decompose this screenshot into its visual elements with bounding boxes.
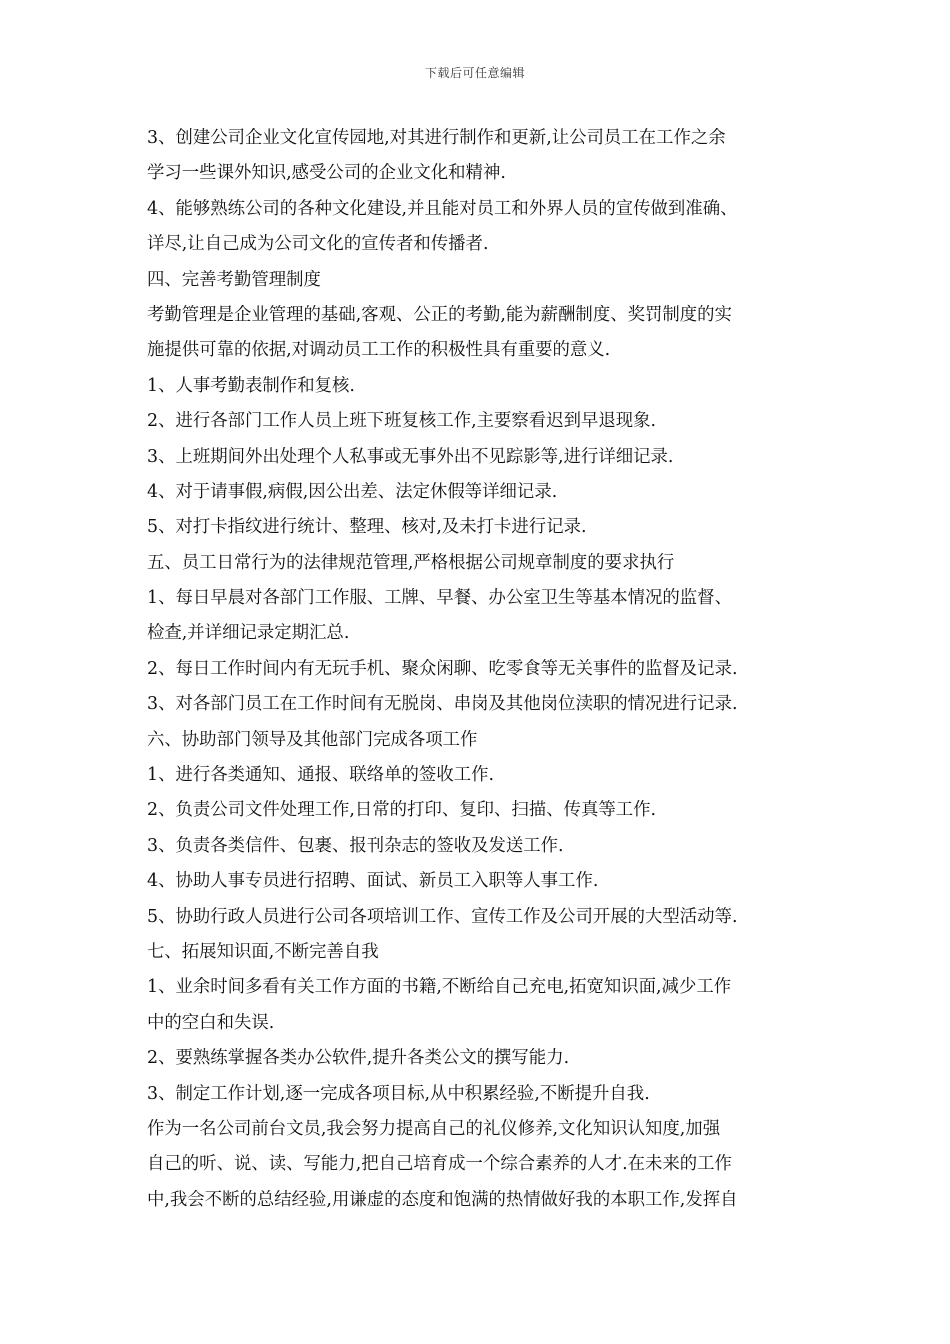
text-line: 3、对各部门员工在工作时间有无脱岗、串岗及其他岗位渎职的情况进行记录.: [147, 694, 738, 715]
text-line: 详尽,让自己成为公司文化的宣传者和传播者.: [147, 234, 489, 255]
text-line: 5、对打卡指纹进行统计、整理、核对,及未打卡进行记录.: [147, 517, 587, 538]
text-line: 3、负责各类信件、包裹、报刊杂志的签收及发送工作.: [147, 835, 564, 856]
text-line: 1、业余时间多看有关工作方面的书籍,不断给自己充电,拓宽知识面,减少工作: [147, 977, 732, 998]
text-line: 1、人事考勤表制作和复核.: [147, 375, 355, 396]
text-line: 施提供可靠的依据,对调动员工工作的积极性具有重要的意义.: [147, 340, 611, 361]
text-line: 3、制定工作计划,逐一完成各项目标,从中积累经验,不断提升自我.: [147, 1083, 650, 1104]
text-line: 2、负责公司文件处理工作,日常的打印、复印、扫描、传真等工作.: [147, 800, 657, 821]
text-line: 学习一些课外知识,感受公司的企业文化和精神.: [147, 163, 506, 184]
page-header: 下载后可任意编辑: [424, 66, 525, 80]
text-line: 2、要熟练掌握各类办公软件,提升各类公文的撰写能力.: [147, 1048, 570, 1069]
document-body: [147, 121, 809, 1218]
text-line: 中的空白和失误.: [147, 1012, 275, 1033]
text-line: 中,我会不断的总结经验,用谦虚的态度和饱满的热情做好我的本职工作,发挥自: [147, 1189, 738, 1210]
text-line: 3、上班期间外出处理个人私事或无事外出不见踪影等,进行详细记录.: [147, 446, 674, 467]
text-line: 4、对于请事假,病假,因公出差、法定休假等详细记录.: [147, 481, 558, 502]
text-line: 检查,并详细记录定期汇总.: [147, 623, 350, 644]
text-line: 4、协助人事专员进行招聘、面试、新员工入职等人事工作.: [147, 871, 599, 892]
text-line: 5、协助行政人员进行公司各项培训工作、宣传工作及公司开展的大型活动等.: [147, 906, 738, 927]
section-heading: 五、员工日常行为的法律规范管理,严格根据公司规章制度的要求执行: [147, 552, 675, 573]
text-line: 2、进行各部门工作人员上班下班复核工作,主要察看迟到早退现象.: [147, 411, 657, 432]
section-heading: 七、拓展知识面,不断完善自我: [147, 941, 379, 962]
text-line: 1、进行各类通知、通报、联络单的签收工作.: [147, 765, 495, 786]
section-heading: 四、完善考勤管理制度: [147, 269, 321, 290]
text-line: 自己的听、说、读、写能力,把自己培育成一个综合素养的人才.在未来的工作: [147, 1154, 732, 1175]
section-heading: 六、协助部门领导及其他部门完成各项工作: [147, 729, 478, 750]
text-line: 作为一名公司前台文员,我会努力提高自己的礼仪修养,文化知识认知度,加强: [147, 1118, 721, 1139]
text-line: 1、每日早晨对各部门工作服、工牌、早餐、办公室卫生等基本情况的监督、: [147, 588, 732, 609]
text-line: 3、创建公司企业文化宣传园地,对其进行制作和更新,让公司员工在工作之余: [147, 128, 726, 148]
text-line: 考勤管理是企业管理的基础,客观、公正的考勤,能为薪酬制度、奖罚制度的实: [147, 304, 732, 325]
text-line: 4、能够熟练公司的各种文化建设,并且能对员工和外界人员的宣传做到准确、: [147, 198, 738, 219]
text-line: 2、每日工作时间内有无玩手机、聚众闲聊、吃零食等无关事件的监督及记录.: [147, 658, 738, 679]
